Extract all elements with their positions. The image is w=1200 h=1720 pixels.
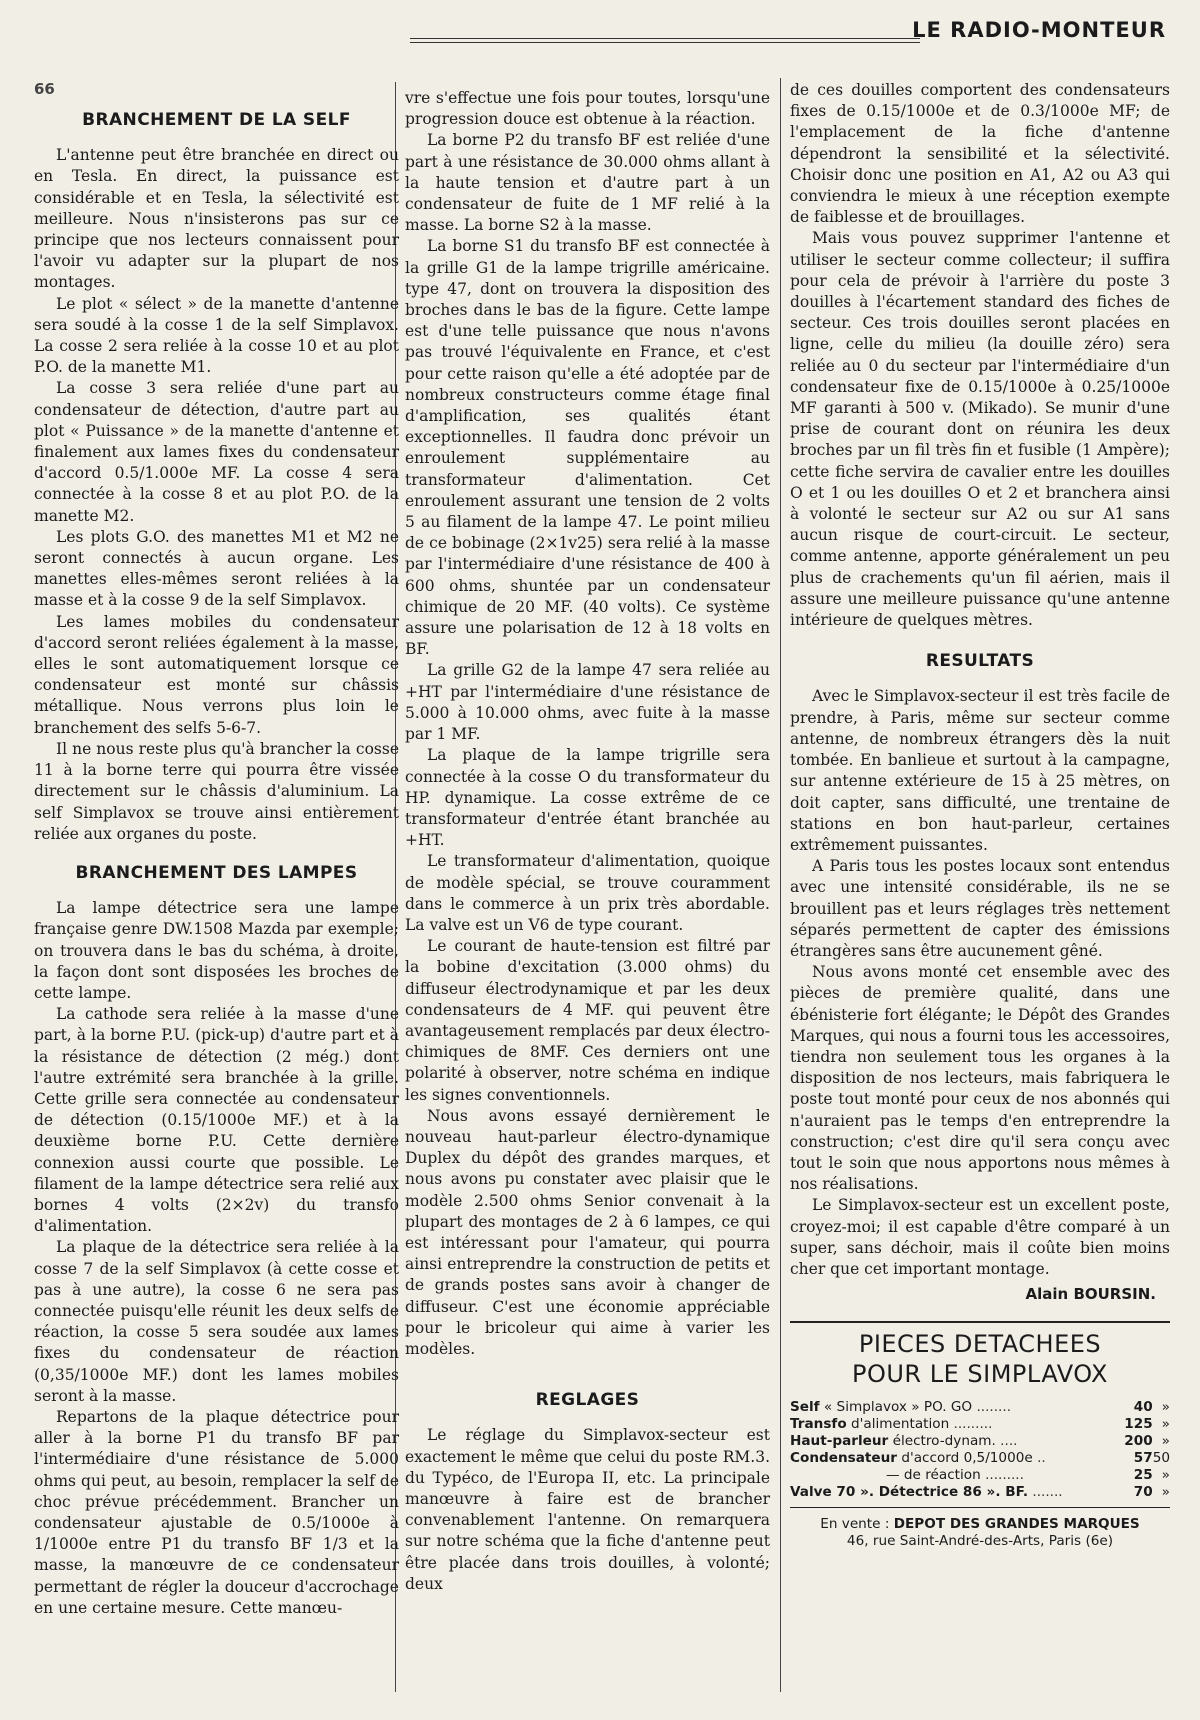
paragraph: La borne P2 du transfo BF est reliée d'une part à une résistance de 30.000 ohms allant à la haute tension et d'autre part à un condensateur de fuite de 1 MF relié à la masse. La borne S2 à la masse.	[405, 131, 770, 235]
paragraph: Nous avons essayé dernièrement le nouveau haut-parleur électro-dynamique Duplex du dépôt des grandes marques, et nous avons pu constater avec plaisir que le modèle 2.500 ohms Senior convenait à la plupart des montages de 2 à 6 lampes, ce qui est intéressant pour l'amateur, qui pourra ainsi entreprendre la construction de petits et de grands postes sans avoir à changer de diffuseur. C'est une économie appréciable pour le bricoleur qui aime à varier les modèles.	[405, 1106, 770, 1358]
paragraph: Il ne nous reste plus qu'à brancher la cosse 11 à la borne terre qui pourra être vissée directement sur le châssis d'aluminium. La self Simplavox se trouve ainsi entièrement reliée aux organes du poste.	[34, 739, 399, 843]
ad-bottom-rule	[790, 1507, 1170, 1508]
paragraph: Les plots G.O. des manettes M1 et M2 ne seront connectés à aucun organe. Les manettes elles-mêmes seront reliées à la masse et à la cosse 9 de la self Simplavox.	[34, 527, 399, 610]
paragraph: La borne S1 du transfo BF est connectée à la grille G1 de la lampe trigrille américaine. type 47, dont on trouvera la disposition des broches dans le bas de la figure. Cette lampe est d'une telle puissance que nous n'avons pas trouvé l'équivalente en France, et c'est pour cette raison qu'elle a été adoptée par de nombreux constructeurs comme étage final d'amplification, ses qualités étant exceptionnelles. Il faudra donc prévoir un enroulement supplémentaire au transformateur d'alimentation. Cet enroulement assurant une tension de 2 volts 5 au filament de la lampe 47. Le point milieu de ce bobinage (2×1v25) sera relié à la masse par l'intermédiaire d'une résistance de 400 à 600 ohms, shuntée par un condensateur chimique de 20 MF. (40 volts). Ce système assure une polarisation de 12 à 18 volts en BF.	[405, 237, 770, 659]
part-price: 125	[1124, 1416, 1153, 1433]
parts-price-list	[790, 1399, 1170, 1501]
paragraph: La plaque de la lampe trigrille sera connectée à la cosse O du transformateur du HP. dynamique. La cosse extrême de ce transformateur d'entrée étant branchée au +HT.	[405, 746, 770, 850]
part-name: Self	[790, 1399, 820, 1416]
price-row: — de réaction ......... 25 »	[886, 1467, 1170, 1484]
section-heading-lampes: BRANCHEMENT DES LAMPES	[75, 862, 358, 883]
paragraph: Le plot « sélect » de la manette d'antenne sera soudé à la cosse 1 de la self Simplavox. La cosse 2 sera reliée à la cosse 10 et au plot P.O. de la manette M1.	[34, 294, 399, 377]
ad-title-line-1: PIECES DETACHEES	[858, 1330, 1102, 1359]
part-price: 70	[1133, 1484, 1153, 1501]
paragraph: Repartons de la plaque détectrice pour aller à la borne P1 du transfo BF par l'intermédiaire d'une résistance de 5.000 ohms qui peut, au besoin, remplacer la self de choc prévue précédemment. Brancher un condensateur ajustable de 0.5/1000e à 1/1000e entre P1 du transfo BF 1/3 et la masse, la manœuvre de ce condensateur permettant de régler la douceur d'accrochage en une certaine mesure. Cette manœu-	[34, 1407, 399, 1617]
paragraph: Le courant de haute-tension est filtré par la bobine d'excitation (3.000 ohms) du diffuseur électrodynamique et par les deux condensateurs de 4 MF. qui peuvent être avantageusement remplacés par deux électro-chimiques de 8MF. Ces derniers ont une polarité à observer, notre schéma en indique les signes conventionnels.	[405, 937, 770, 1104]
masthead-rule	[410, 38, 920, 39]
part-cents: »	[1161, 1467, 1170, 1484]
part-price: 40	[1133, 1399, 1153, 1416]
part-name: Haut-parleur	[790, 1433, 889, 1450]
part-desc: électro-dynam.	[892, 1433, 996, 1450]
paragraph: Le réglage du Simplavox-secteur est exactement le même que celui du poste RM.3. du Typéco, de l'Europa II, etc. La principale manœuvre à faire est de brancher convenablement l'antenne. On remarquera sur notre schéma que la fiche d'antenne peut être placée dans trois douilles, à volonté; deux	[405, 1426, 770, 1593]
part-desc: « Simplavox » PO. GO	[823, 1399, 973, 1416]
ad-footer-label: En vente :	[820, 1516, 890, 1533]
column-2	[405, 88, 770, 1595]
paragraph: L'antenne peut être branchée en direct ou en Tesla. En direct, la puissance est considérable et en Tesla, la sélectivité est meilleure. Nous n'insisterons pas sur ce principe que nos lecteurs connaissent pour l'avoir vu adapter sur la plupart de nos montages.	[34, 146, 399, 292]
part-price: 57	[1133, 1450, 1153, 1467]
paragraph: La plaque de la détectrice sera reliée à la cosse 7 de la self Simplavox (à cette cosse et pas à une autre), la cosse 6 ne sera pas connectée puisqu'elle réunit les deux selfs de réaction, la cosse 5 sera soudée aux lames fixes du condensateur de réaction (0,35/1000e MF.) dont les lames mobiles seront à la masse.	[34, 1238, 399, 1405]
paragraph: La grille G2 de la lampe 47 sera reliée au +HT par l'intermédiaire d'une résistance de 5.000 à 10.000 ohms, avec fuite à la masse par 1 MF.	[405, 661, 770, 744]
part-name: Transfo	[790, 1416, 847, 1433]
part-name: Condensateur	[790, 1450, 897, 1467]
part-name: Valve 70 ». Détectrice 86 ». BF.	[790, 1484, 1029, 1501]
ad-title-line-2: POUR LE SIMPLAVOX	[852, 1360, 1108, 1389]
section-heading-self: BRANCHEMENT DE LA SELF	[82, 110, 351, 130]
part-desc: d'alimentation	[851, 1416, 950, 1433]
part-cents: 50	[1152, 1450, 1170, 1467]
column-3	[790, 80, 1170, 1550]
paragraph: La lampe détectrice sera une lampe française genre DW.1508 Mazda par exemple; on trouvera dans le bas du schéma, à droite, la façon dont sont disposées les broches de cette lampe.	[34, 899, 399, 1002]
paragraph: de ces douilles comportent des condensateurs fixes de 0.15/1000e et de 0.3/1000e MF; de l'emplacement de la fiche d'antenne dépendront la sensibilité et la sélectivité. Choisir donc une position en A1, A2 ou A3 qui conviendra le mieux à une réception exempte de faiblesse et de brouillages.	[790, 81, 1170, 227]
author-signature: Alain BOURSIN.	[1025, 1285, 1156, 1304]
part-desc: — de réaction	[886, 1467, 981, 1484]
paragraph: A Paris tous les postes locaux sont entendus avec une intensité considérable, ils ne se brouillent pas et leurs réglages très nettement séparés permettent de capter des émissions étrangères sans être aucunement gêné.	[790, 857, 1170, 960]
paragraph: Avec le Simplavox-secteur il est très facile de prendre, à Paris, même sur secteur comme antenne, de nombreux étrangers dès la nuit tombée. En banlieue et surtout à la campagne, sur antenne extérieure de 15 à 25 mètres, on doit capter, sans difficulté, une trentaine de stations en bon haut-parleur, certaines extrêmement puissantes.	[790, 687, 1170, 854]
paragraph: vre s'effectue une fois pour toutes, lorsqu'une progression douce est obtenue à la réaction.	[405, 89, 770, 129]
section-heading-resultats: RESULTATS	[925, 651, 1035, 672]
ad-vendor-address: 46, rue Saint-André-des-Arts, Paris (6e)	[846, 1533, 1114, 1550]
price-row: Valve 70 ». Détectrice 86 ». BF. ....... 70 »	[790, 1484, 1170, 1501]
section-heading-reglages: REGLAGES	[535, 1390, 640, 1411]
paragraph: Le transformateur d'alimentation, quoique de modèle spécial, se trouve couramment dans le commerce à un prix très abordable. La valve est un V6 de type courant.	[405, 852, 770, 934]
ad-footer	[790, 1516, 1170, 1550]
paragraph: Les lames mobiles du condensateur d'accord seront reliées également à la masse, elles le sont automatiquement lorsque ce condensateur est monté sur châssis métallique. Nous verrons plus loin le branchement des selfs 5-6-7.	[34, 612, 399, 737]
part-cents: »	[1161, 1484, 1170, 1501]
price-row: Haut-parleur électro-dynam. .... 200 »	[790, 1433, 1170, 1450]
column-1	[34, 104, 399, 1619]
paragraph: Le Simplavox-secteur est un excellent poste, croyez-moi; il est capable d'être comparé à un super, sans déchoir, mais il coûte bien moins cher que cet important montage.	[790, 1196, 1170, 1278]
part-cents: »	[1161, 1416, 1170, 1433]
paragraph: La cosse 3 sera reliée d'une part au condensateur de détection, d'autre part au plot « Puissance » de la manette d'antenne et finalement aux lames fixes du condensateur d'accord 0.5/1.000e MF. La cosse 4 sera connectée à la cosse 8 et au plot P.O. de la manette M2.	[34, 379, 399, 525]
paragraph: Mais vous pouvez supprimer l'antenne et utiliser le secteur comme collecteur; il suffira pour cela de prévoir à l'arrière du poste 3 douilles à l'écartement standard des fiches de secteur. Ces trois douilles seront placées en ligne, celle du milieu (la douille zéro) sera reliée au 0 du secteur par l'intermédiaire d'un condensateur fixe de 0.15/1000e à 0.25/1000e MF garanti à 500 v. (Mikado). Se munir d'une prise de courant dont on réunira les deux broches par un fil très fin et fusible (1 Ampère); cette fiche servira de cavalier entre les douilles O et 1 ou les douilles O et 2 et branchera ainsi à volonté le secteur sur A2 ou sur A1 sans aucun risque de court-circuit. Le secteur, comme antenne, apporte généralement un peu plus de crachements qu'un fil aérien, mais il assure une meilleure puissance qu'une antenne intérieure de quelques mètres.	[790, 229, 1170, 630]
part-cents: »	[1161, 1433, 1170, 1450]
ad-vendor-name: DEPOT DES GRANDES MARQUES	[893, 1516, 1140, 1533]
masthead-title: LE RADIO-MONTEUR	[912, 18, 1166, 42]
part-price: 25	[1133, 1467, 1153, 1484]
part-price: 200	[1124, 1433, 1153, 1450]
paragraph: La cathode sera reliée à la masse d'une part, à la borne P.U. (pick-up) d'autre part et à la résistance de détection (2 még.) dont l'autre extrémité sera branchée à la grille. Cette grille sera connectée au condensateur de détection (0.15/1000e MF.) et à la deuxième borne P.U. Cette dernière connexion aussi courte que possible. Le filament de la lampe détectrice sera relié aux bornes 4 volts (2×2v) du transfo d'alimentation.	[34, 1005, 399, 1236]
part-desc: d'accord 0,5/1000e	[901, 1450, 1033, 1467]
price-row: Transfo d'alimentation ......... 125 »	[790, 1416, 1170, 1433]
part-cents: »	[1161, 1399, 1170, 1416]
paragraph: Nous avons monté cet ensemble avec des pièces de première qualité, dans une ébénisterie fort élégante; le Dépôt des Grandes Marques, qui nous a fourni tous les accessoires, tiendra non seulement tous les organes à la disposition de nos lecteurs, mais fabriquera le poste tout monté pour ceux de nos abonnés qui n'auraient pas le temps d'en entreprendre la construction; c'est dire qu'il sera conçu avec tout le soin que nous apportons nous mêmes à nos réalisations.	[790, 963, 1170, 1194]
parts-advertisement	[790, 1329, 1170, 1550]
column-divider	[780, 78, 781, 1692]
ad-top-rule	[790, 1321, 1170, 1323]
page-number: 66	[34, 80, 55, 98]
masthead-rule	[410, 42, 920, 43]
price-row: Condensateur d'accord 0,5/1000e .. 57 50	[790, 1450, 1170, 1467]
price-row: Self « Simplavox » PO. GO ........ 40 »	[790, 1399, 1170, 1416]
